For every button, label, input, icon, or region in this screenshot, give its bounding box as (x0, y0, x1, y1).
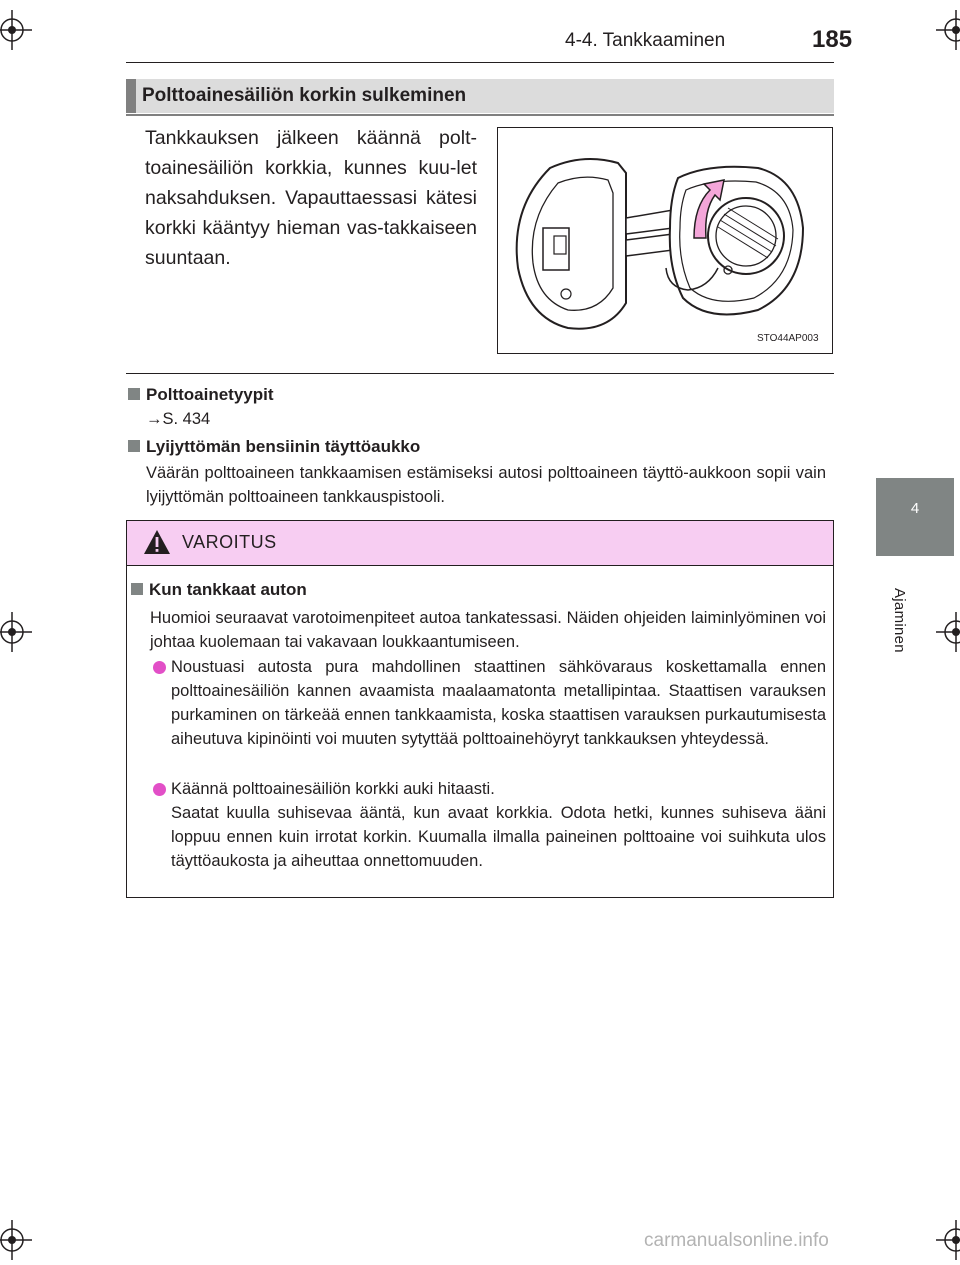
page-number: 185 (812, 26, 853, 53)
warning-item-title: Kun tankkaat auton (149, 580, 307, 599)
registration-mark-icon (0, 1220, 32, 1260)
figure-code: STO44AP003 (757, 333, 819, 344)
note-item (128, 385, 274, 405)
section-heading: Polttoainesäiliön korkin sulkeminen (142, 85, 467, 106)
section-intro-text: Tankkauksen jälkeen käännä polt-toainesäiliön korkkia, kunnes kuu-let naksahduksen. Vapauttaessasi kätesi korkki kääntyy hieman vas-takkaiseen suuntaan. (145, 127, 477, 269)
square-bullet-icon (128, 440, 140, 452)
round-bullet-icon (153, 661, 166, 674)
fuel-cap-drawing (498, 128, 832, 353)
round-bullet-icon (153, 783, 166, 796)
section-divider (126, 373, 834, 374)
header-divider (126, 62, 834, 63)
section-heading-rule (126, 114, 834, 116)
warning-bullet-text: Käännä polttoainesäiliön korkki auki hitaasti. Saatat kuulla suhisevaa ääntä, kun avaat korkkia. Odota hetki, kunnes suhiseva ääni loppuu ennen kuin irrotat korkin. Kuumalla ilmalla paineinen polttoaine voi suihkuta ulos täyttöaukosta ja aiheuttaa onnettomuuden. (171, 780, 826, 870)
fuel-cap-illustration (497, 127, 833, 354)
registration-mark-icon (0, 10, 32, 50)
running-header-section: 4-4. Tankkaaminen (565, 30, 726, 51)
watermark: carmanualsonline.info (644, 1230, 829, 1251)
warning-title: VAROITUS (182, 532, 277, 552)
warning-bullet-text: Noustuasi autosta pura mahdollinen staattinen sähkövaraus koskettamalla ennen polttoainesäiliön kannen avaamista maalaamatonta metallipintaa. Staattisen varauksen purkaminen on tärkeää ennen tankkaamista, koska staattisen varauksen purkautumisesta aiheutuva kipinöinti voi muuten sytyttää polttoainehöyryt tankkauksen yhteydessä. (171, 658, 826, 748)
registration-mark-icon (936, 1220, 960, 1260)
note-text: Väärän polttoaineen tankkaamisen estämiseksi autosi polttoaineen täyttö-aukkoon sopii vain lyijyttömän polttoaineen tankkauspistooli. (146, 464, 826, 506)
warning-item-text: Huomioi seuraavat varotoimenpiteet autoa tankatessasi. Näiden ohjeiden laiminlyöminen voi johtaa kuolemaan tai vakavaan loukkaantumiseen. (150, 609, 826, 651)
registration-mark-icon (0, 612, 32, 652)
square-bullet-icon (131, 583, 143, 595)
chapter-tab-number: 4 (910, 500, 920, 517)
note-item (128, 437, 420, 457)
registration-mark-icon (936, 10, 960, 50)
note-title: Lyijyttömän bensiinin täyttöaukko (146, 437, 421, 456)
registration-mark-icon (936, 612, 960, 652)
warning-item (131, 580, 307, 600)
page-reference-link[interactable]: →S. 434 (146, 410, 211, 428)
chapter-tab (876, 478, 954, 556)
note-title: Polttoainetyypit (146, 385, 274, 404)
chapter-tab-label: Ajaminen (891, 588, 908, 653)
square-bullet-icon (128, 388, 140, 400)
warning-triangle-icon (142, 528, 172, 556)
